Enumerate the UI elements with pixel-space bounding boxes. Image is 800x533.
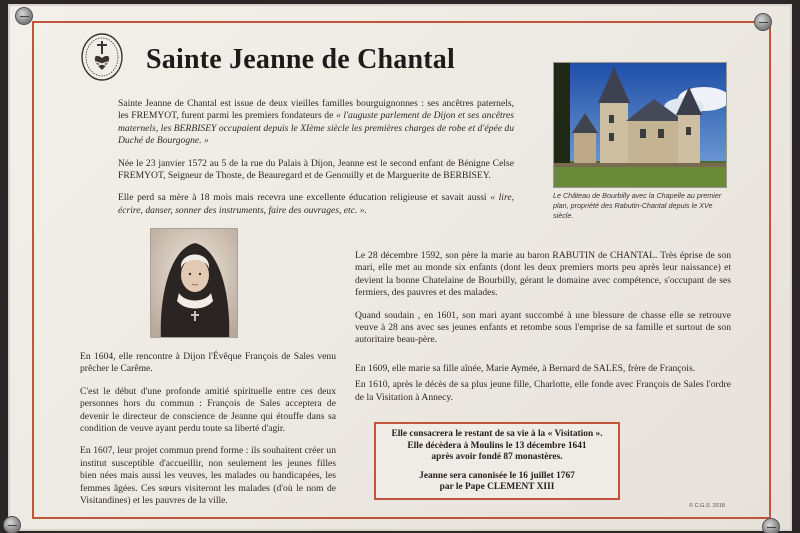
left-paragraph-3: En 1607, leur projet commun prend forme : ils souhaitent créer un institut susceptible d'accueillir, non seulement les jeunes filles bien nées mais aussi les veuves, les malades ou handicapées, les femmes âgées. Ces sœurs visiteront les malades (d'où le nom de Visitandines) et les pauvres de la ville.	[80, 445, 336, 507]
intro-paragraph-2: Née le 23 janvier 1572 au 5 de la rue du Palais à Dijon, Jeanne est le second enfant de Bénigne Celse FREMYOT, Seigneur de Thoste, de Beauregard et de Genouilly et de Marguerite de BERBISEY.	[118, 157, 514, 182]
right-paragraph-4: En 1610, après le décès de sa plus jeune fille, Charlotte, elle fonde avec François de Sales l'ordre de la Visitation à Annecy.	[355, 379, 731, 403]
left-column-text	[80, 351, 336, 517]
summary-line: Elle décèdera à Moulins le 13 décembre 1641	[407, 440, 587, 451]
page-title: Sainte Jeanne de Chantal	[146, 44, 455, 75]
screw-icon	[762, 518, 780, 533]
screw-icon	[3, 516, 21, 533]
right-paragraph-3: En 1609, elle marie sa fille aînée, Marie Aymée, à Bernard de SALES, frère de François.	[355, 362, 696, 374]
intro-paragraph-1	[118, 98, 514, 148]
screw-icon	[754, 13, 772, 31]
intro-text-part: Sainte Jeanne de Chantal est issue de deux vieilles familles bourguignonnes : ses ancêtres paternels, les FREMYOT, furent parmi les premiers fondateurs de	[118, 98, 514, 122]
left-paragraph-2: C'est le début d'une profonde amitié spirituelle entre ces deux personnes hors du commun : François de Sales acceptera de devenir le directeur de conscience de Jeanne qui étouffe dans sa condition de veuve ayant perdu toute sa liberté d'agir.	[80, 385, 336, 435]
summary-line: Jeanne sera canonisée le 16 juillet 1767	[419, 470, 575, 481]
right-paragraph-1: Le 28 décembre 1592, son père la marie au baron RABUTIN de CHANTAL. Très éprise de son mari, elle met au monde six enfants (dont les deux premiers morts peu après leur naissance) et devient la bonne Chatelaine de Bourbilly, gérant le domaine avec compétence, s'occupant de ses fermiers, des pauvres et des malades.	[355, 250, 731, 299]
castle-caption: Le Château de Bourbilly avec la Chapelle au premier plan, propriété des Rabutin-Chantal depuis le XVe siècle.	[553, 191, 722, 220]
intro-paragraph-3	[118, 192, 514, 217]
left-paragraph-1: En 1604, elle rencontre à Dijon l'Évêque François de Sales venu prêcher le Carême.	[80, 351, 336, 375]
intro-quote: « lire, écrire, danser, sonner des instruments, faire des ouvrages, etc. ».	[118, 192, 514, 216]
summary-line: Elle consacrera le restant de sa vie à la « Visitation ».	[391, 429, 603, 439]
intro-text	[118, 98, 514, 227]
summary-box	[374, 422, 620, 500]
copyright-notice: © C.G.S. 2018	[689, 503, 725, 509]
screw-icon	[15, 7, 33, 25]
right-paragraph-2: Quand soudain , en 1601, son mari ayant succombé à une blessure de chasse elle se retrouve veuve à 28 ans avec ses jeunes enfants et retombe sous l'emprise de sa famille et surtout de son autoritaire beau-père.	[355, 309, 731, 346]
intro-quote: « l'auguste parlement de Dijon et ses ancêtres maternels, les BERBISEY occupaient depuis le XIème siècle les premières charges de robe et d'épée du Duché de Bourgogne. »	[118, 110, 514, 147]
portrait-image	[150, 228, 238, 338]
right-column-text	[355, 250, 731, 414]
visitation-seal-icon	[80, 32, 124, 82]
summary-line: par le Pape CLEMENT XIII	[439, 482, 555, 493]
summary-line: après avoir fondé 87 monastères.	[431, 452, 563, 463]
intro-text-part: Elle perd sa mère à 18 mois mais recevra une excellente éducation religieuse et savait aussi	[118, 192, 491, 204]
castle-photo	[553, 62, 727, 188]
